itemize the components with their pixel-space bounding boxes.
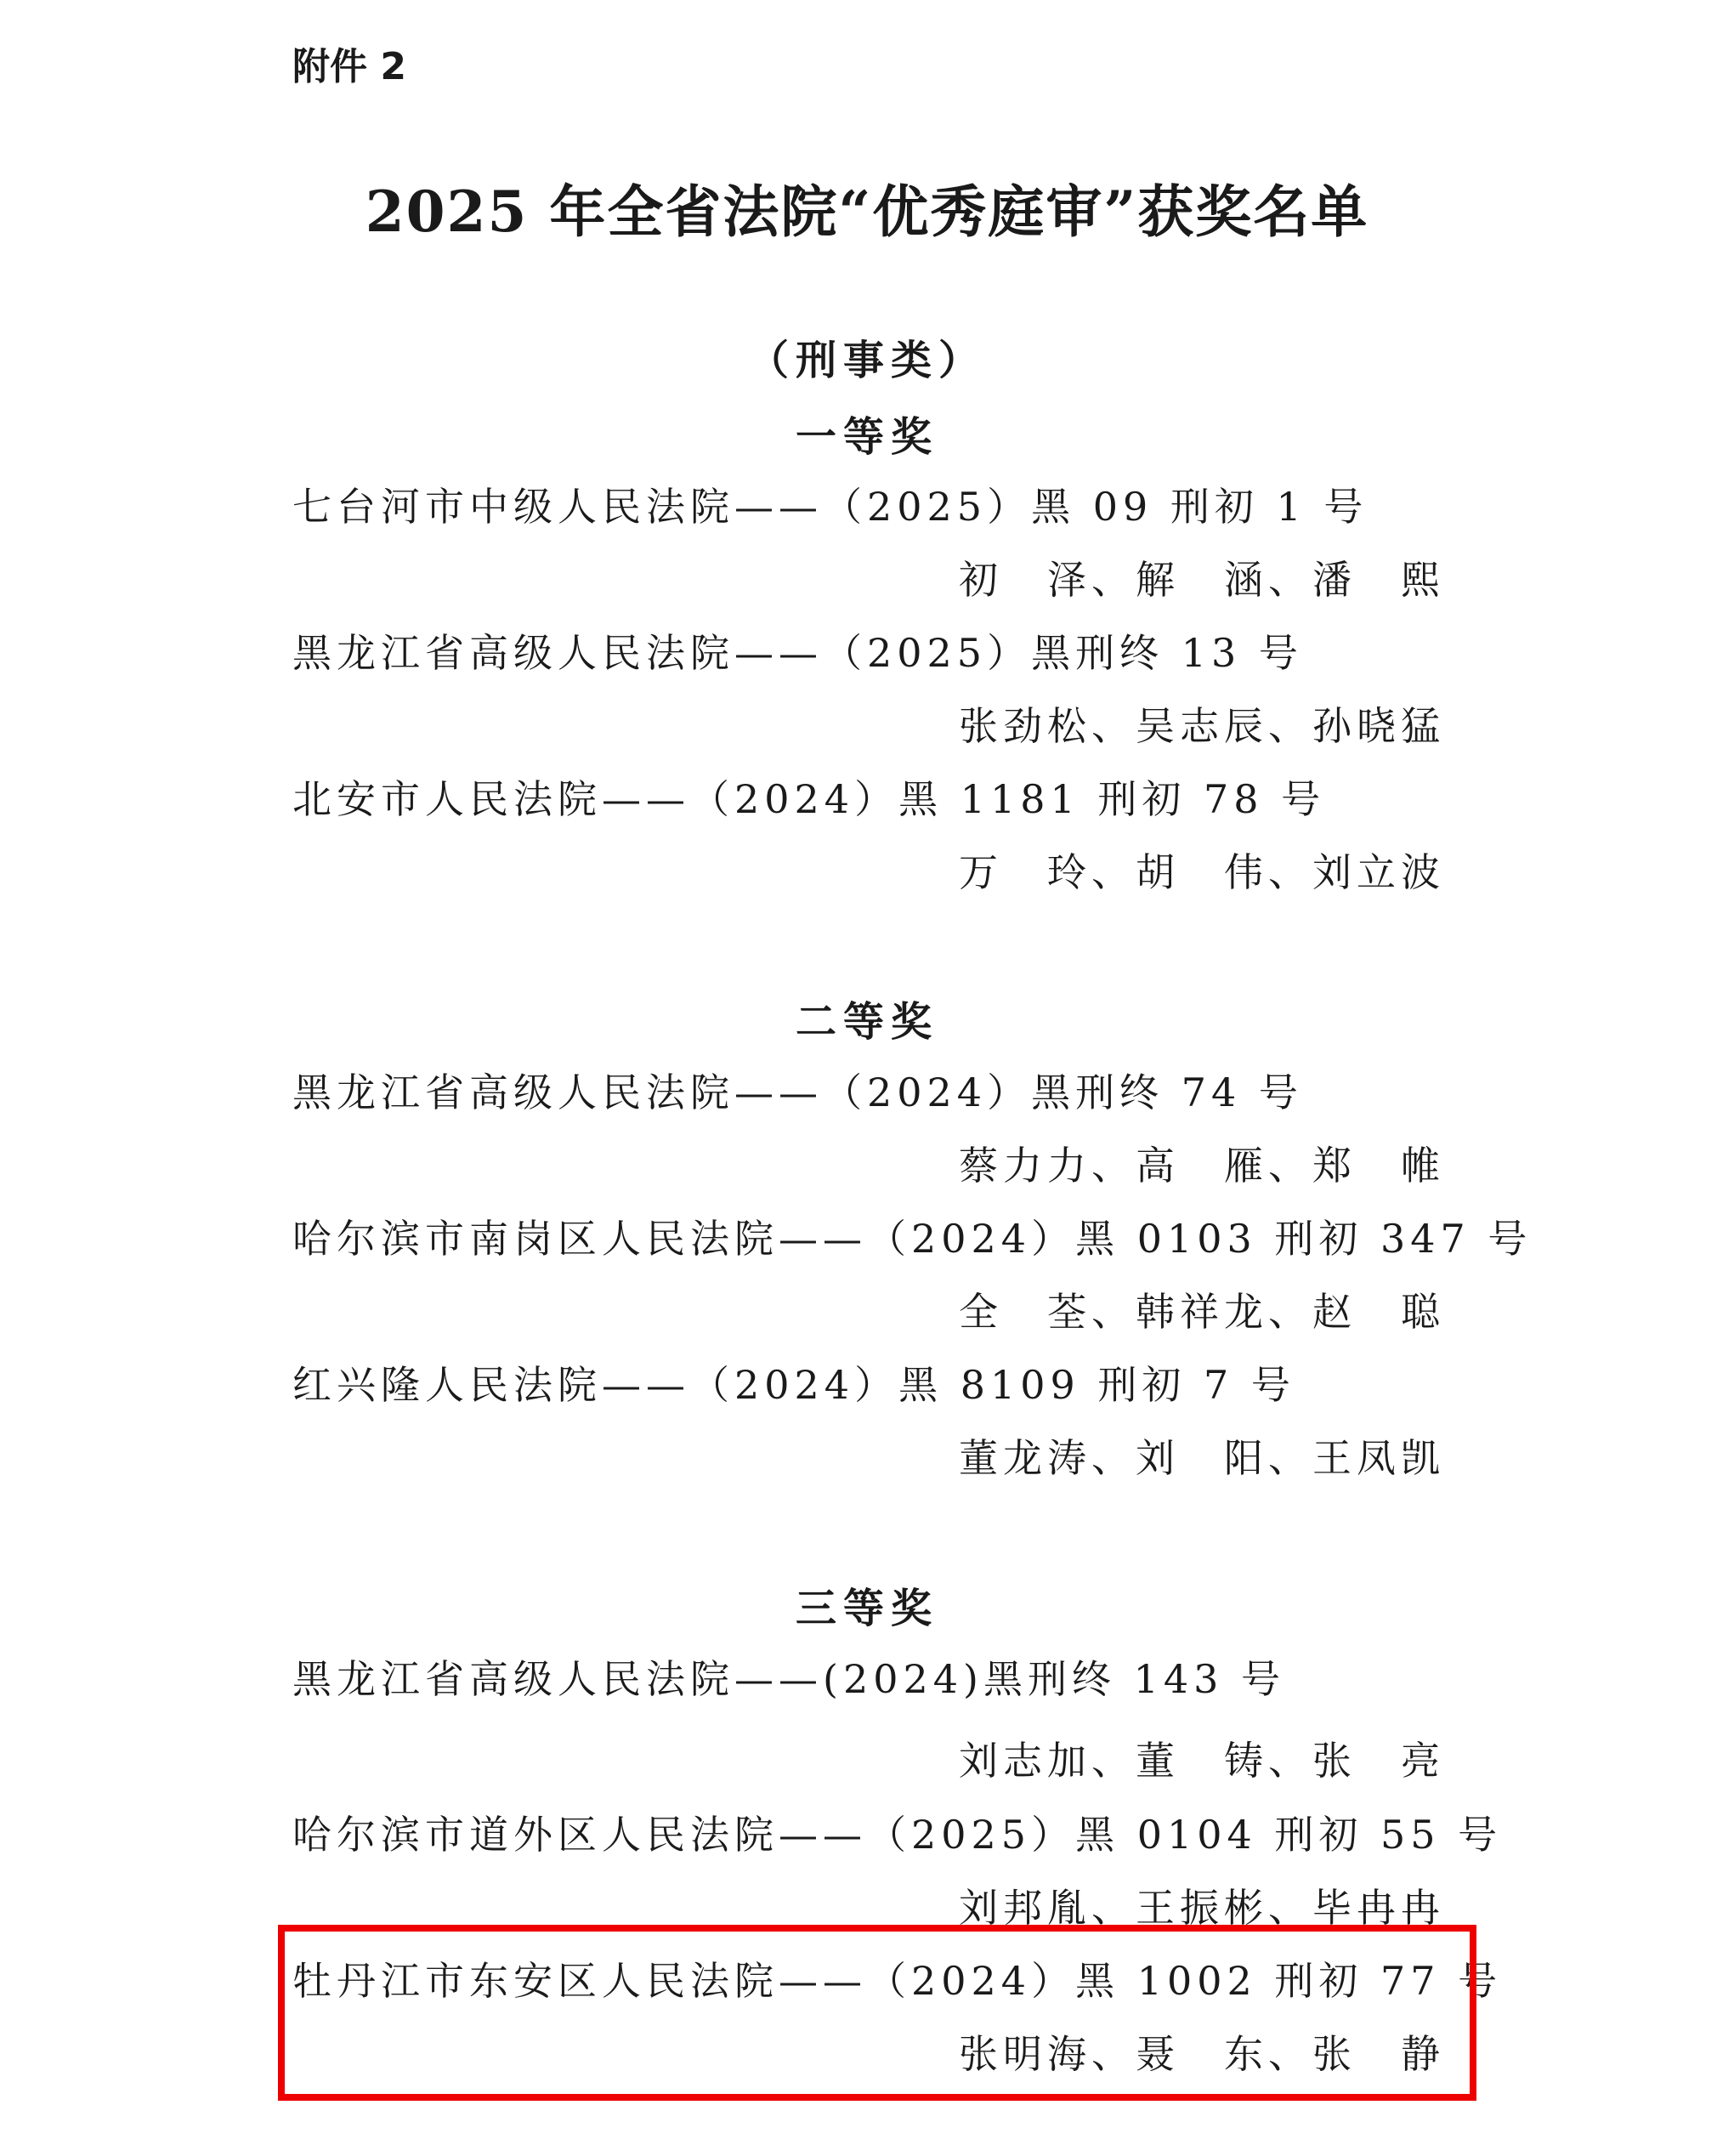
highlight-box (278, 1925, 1476, 2101)
judges-line: 初 泽、解 涵、潘 熙 (959, 557, 1445, 603)
case-line: 黑龙江省高级人民法院——(2024)黑刑终 143 号 (292, 1656, 1286, 1702)
case-line: 七台河市中级人民法院——（2025）黑 09 刑初 1 号 (292, 484, 1368, 530)
judges-line: 张劲松、吴志辰、孙晓猛 (959, 703, 1445, 749)
prize-heading-third: 三等奖 (795, 1585, 938, 1632)
judges-line: 万 玲、胡 伟、刘立波 (959, 849, 1445, 895)
case-line: 黑龙江省高级人民法院——（2024）黑刑终 74 号 (292, 1069, 1303, 1115)
case-line: 牡丹江市东安区人民法院——（2024）黑 1002 刑初 77 号 (292, 1958, 1503, 2004)
judges-line: 刘邦胤、王振彬、毕冉冉 (959, 1885, 1445, 1931)
case-line: 哈尔滨市道外区人民法院——（2025）黑 0104 刑初 55 号 (292, 1812, 1503, 1858)
judges-line: 刘志加、董 铸、张 亮 (959, 1738, 1445, 1784)
judges-line: 董龙涛、刘 阳、王凤凯 (959, 1435, 1445, 1481)
attachment-label: 附件 2 (292, 45, 406, 88)
judges-line: 全 荃、韩祥龙、赵 聪 (959, 1289, 1445, 1335)
judges-line: 张明海、聂 东、张 静 (959, 2031, 1445, 2077)
category-heading: （刑事类） (747, 337, 986, 384)
case-line: 哈尔滨市南岗区人民法院——（2024）黑 0103 刑初 347 号 (292, 1216, 1533, 1262)
case-line: 红兴隆人民法院——（2024）黑 8109 刑初 7 号 (292, 1362, 1295, 1408)
prize-heading-first: 一等奖 (795, 413, 938, 461)
prize-heading-second: 二等奖 (795, 998, 938, 1046)
case-line: 黑龙江省高级人民法院——（2025）黑刑终 13 号 (292, 630, 1303, 676)
document-title: 2025 年全省法院“优秀庭审”获奖名单 (365, 179, 1369, 245)
case-line: 北安市人民法院——（2024）黑 1181 刑初 78 号 (292, 776, 1326, 822)
judges-line: 蔡力力、高 雁、郑 帷 (959, 1143, 1445, 1189)
